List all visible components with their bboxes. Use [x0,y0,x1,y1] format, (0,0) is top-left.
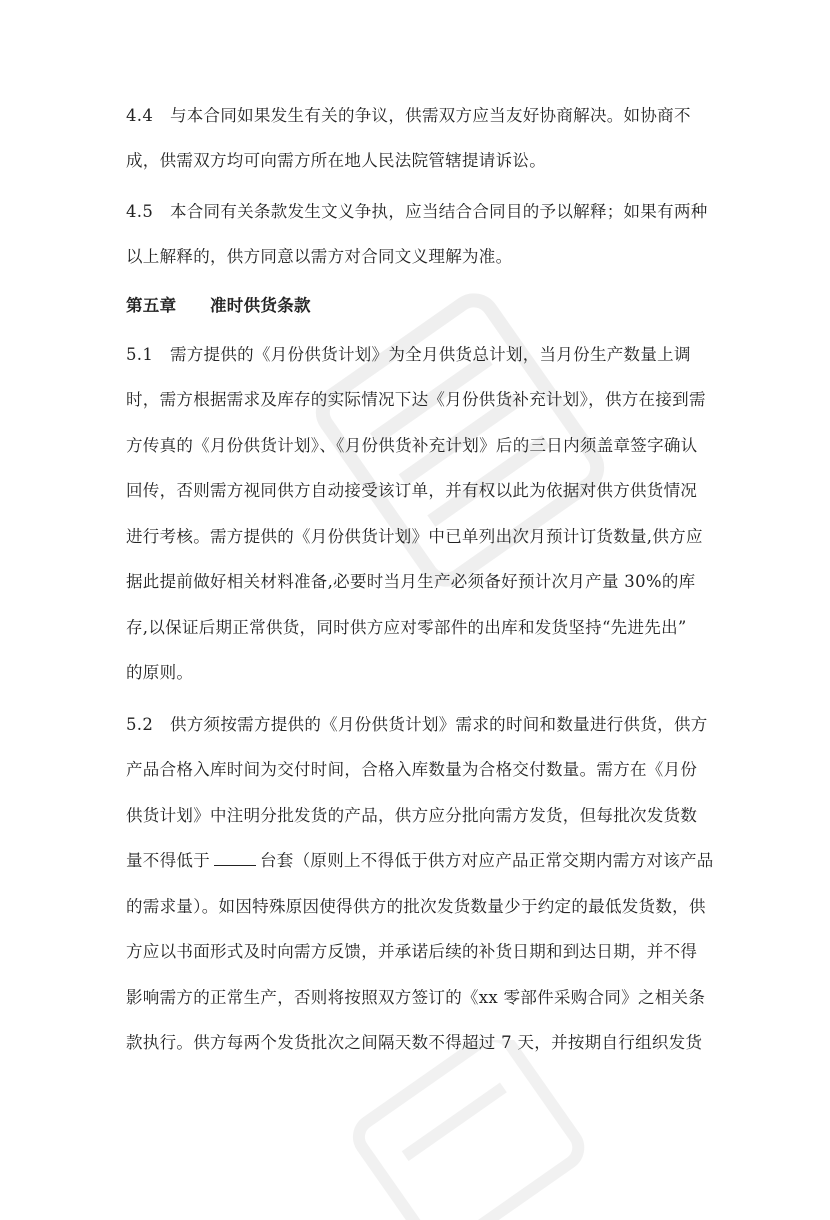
chapter-5-heading: 第五章 准时供货条款 [126,296,311,315]
fill-in-blank [214,851,256,866]
clause-5-1-line: 进行考核。需方提供的《月份供货计划》中已单列出次月预计订货数量,供方应 [126,527,703,546]
clause-5-1-line: 存,以保证后期正常供货，同时供方应对零部件的出库和发货坚持“先进先出” [126,618,687,637]
clause-5-1-line: 时，需方根据需求及库存的实际情况下达《月份供货补充计划》，供方在接到需 [126,390,706,409]
clause-4-5-line-2: 以上解释的，供方同意以需方对合同文义理解为准。 [126,247,513,266]
clause-5-1-line: 方传真的《月份供货计划》、《月份供货补充计划》后的三日内须盖章签字确认 [126,436,698,455]
clause-5-1-line: 5.1 需方提供的《月份供货计划》为全月供货总计划，当月份生产数量上调 [126,345,691,364]
clause-5-1-line: 回传，否则需方视同供方自动接受该订单，并有权以此为依据对供方供货情况 [126,481,698,500]
clause-5-2-line: 影响需方的正常生产，否则将按照双方签订的《xx 零部件采购合同》之相关条 [126,988,706,1007]
clause-5-2-line: 产品合格入库时间为交付时间，合格入库数量为合格交付数量。需方在《月份 [126,760,698,779]
watermark-logo-icon [330,1040,590,1220]
clause-4-4-line-1: 4.4 与本合同如果发生有关的争议，供需双方应当友好协商解决。如协商不 [126,106,691,125]
clause-5-2-line: 的需求量）。如因特殊原因使得供方的批次发货数量少于约定的最低发货数，供 [126,897,706,916]
clause-5-1-line: 据此提前做好相关材料准备,必要时当月生产必须备好预计次月产量 30%的库 [126,572,696,591]
clause-5-2-line [126,849,716,873]
clause-4-4-line-2: 成，供需双方均可向需方所在地人民法院管辖提请诉讼。 [126,151,546,170]
clause-5-2-text-after-blank: 台套（原则上不得低于供方对应产品正常交期内需方对该产品 [260,851,714,870]
clause-4-5-line-1: 4.5 本合同有关条款发生文义争执，应当结合合同目的予以解释；如果有两种 [126,202,708,221]
clause-5-2-text-before-blank: 量不得低于 [126,851,210,870]
clause-5-2-line: 5.2 供方须按需方提供的《月份供货计划》需求的时间和数量进行供货，供方 [126,715,708,734]
clause-5-1-line: 的原则。 [126,663,194,682]
clause-5-2-line: 方应以书面形式及时向需方反馈，并承诺后续的补货日期和到达日期，并不得 [126,942,698,961]
clause-5-2-line: 供货计划》中注明分批发货的产品，供方应分批向需方发货，但每批次发货数 [126,806,698,825]
clause-5-2-line: 款执行。供方每两个发货批次之间隔天数不得超过 7 天，并按期自行组织发货 [126,1033,703,1052]
